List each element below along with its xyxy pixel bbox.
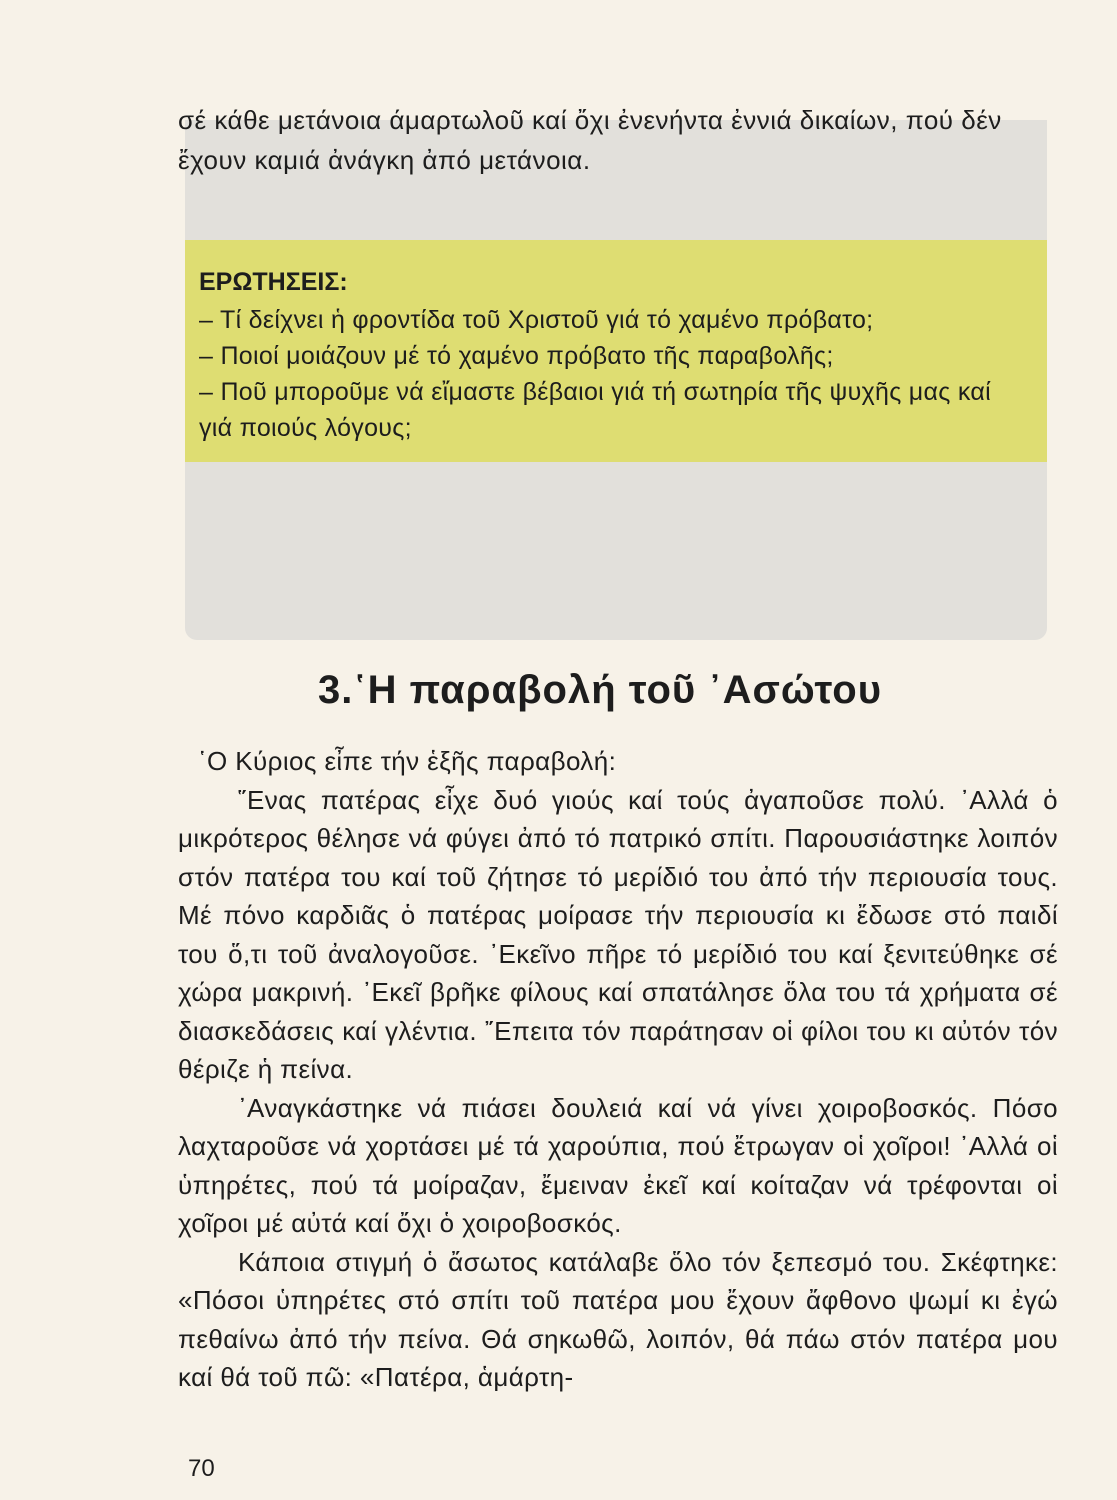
question-item: – Ποιοί μοιάζουν μέ τό χαμένο πρόβατο τῆς παραβολῆς; <box>199 342 834 370</box>
story-paragraph: ῾Ο Κύριος εἶπε τήν ἑξῆς παραβολή: <box>198 746 617 776</box>
questions-list <box>199 302 1029 446</box>
intro-text-block <box>178 100 1058 180</box>
intro-paragraph: σέ κάθε μετάνοια άμαρτωλοῦ καί ὄχι ἐνενήντα ἐννιά δικαίων, πού δέν ἔχουν καμιά ἀνάγκη ἀπό μετάνοια. <box>178 105 1002 175</box>
story-paragraph: ῞Ενας πατέρας εἶχε δυό γιούς καί τούς ἀγαποῦσε πολύ. ᾿Αλλά ὁ μικρότερος θέλησε νά φύγει ἀπό τό πατρικό σπίτι. Παρουσιάστηκε λοιπόν στόν πατέρα του καί τοῦ ζήτησε τό μερίδιό του ἀπό τήν περιουσία τους. Μέ πόνο καρδιᾶς ὁ πατέρας μοίρασε τήν περιουσία κι ἔδωσε στό παιδί του ὅ,τι τοῦ ἀναλογοῦσε. ᾿Εκεῖνο πῆρε τό μερίδιό του καί ξενιτεύθηκε σέ χώρα μακρινή. ᾿Εκεῖ βρῆκε φίλους καί σπατάλησε ὅλα του τά χρήματα σέ διασκεδάσεις καί γλέντια. ῎Επειτα τόν παράτησαν οἱ φίλοι του κι αὐτόν τόν θέριζε ἡ πείνα. <box>178 784 1058 1084</box>
questions-title: ΕΡΩΤΗΣΕΙΣ: <box>199 268 348 296</box>
story-paragraph: Κάποια στιγμή ὁ ἄσωτος κατάλαβε ὅλο τόν ξεπεσμό του. Σκέφτηκε: «Πόσοι ὑπηρέτες στό σπίτι τοῦ πατέρα μου ἔχουν ἄφθονο ψωμί κι ἐγώ πεθαίνω ἀπό τήν πείνα. Θά σηκωθῶ, λοιπόν, θά πάω στόν πατέρα μου καί θά τοῦ πῶ: «Πατέρα, ἁμάρτη- <box>178 1246 1058 1392</box>
question-item: – Τί δείχνει ἡ φροντίδα τοῦ Χριστοῦ γιά τό χαμένο πρόβατο; <box>199 306 874 334</box>
page-number: 70 <box>188 1455 215 1482</box>
question-item: – Ποῦ μποροῦμε νά εἴμαστε βέβαιοι γιά τή σωτηρία τῆς ψυχῆς μας καί γιά ποιούς λόγους; <box>199 378 991 442</box>
section-heading: 3.῾Η παραβολή τοῦ ᾿Ασώτου <box>317 668 883 712</box>
questions-box <box>185 240 1047 462</box>
parable-text <box>178 742 1058 1397</box>
story-paragraph: ᾿Αναγκάστηκε νά πιάσει δουλειά καί νά γίνει χοιροβοσκός. Πόσο λαχταροῦσε νά χορτάσει μέ τά χαρούπια, πού ἔτρωγαν οἱ χοῖροι! ᾿Αλλά οἱ ὑπηρέτες, πού τά μοίραζαν, ἔμειναν ἐκεῖ καί κοίταζαν νά τρέφονται οἱ χοῖροι μέ αὐτά καί ὄχι ὁ χοιροβοσκός. <box>178 1092 1058 1238</box>
